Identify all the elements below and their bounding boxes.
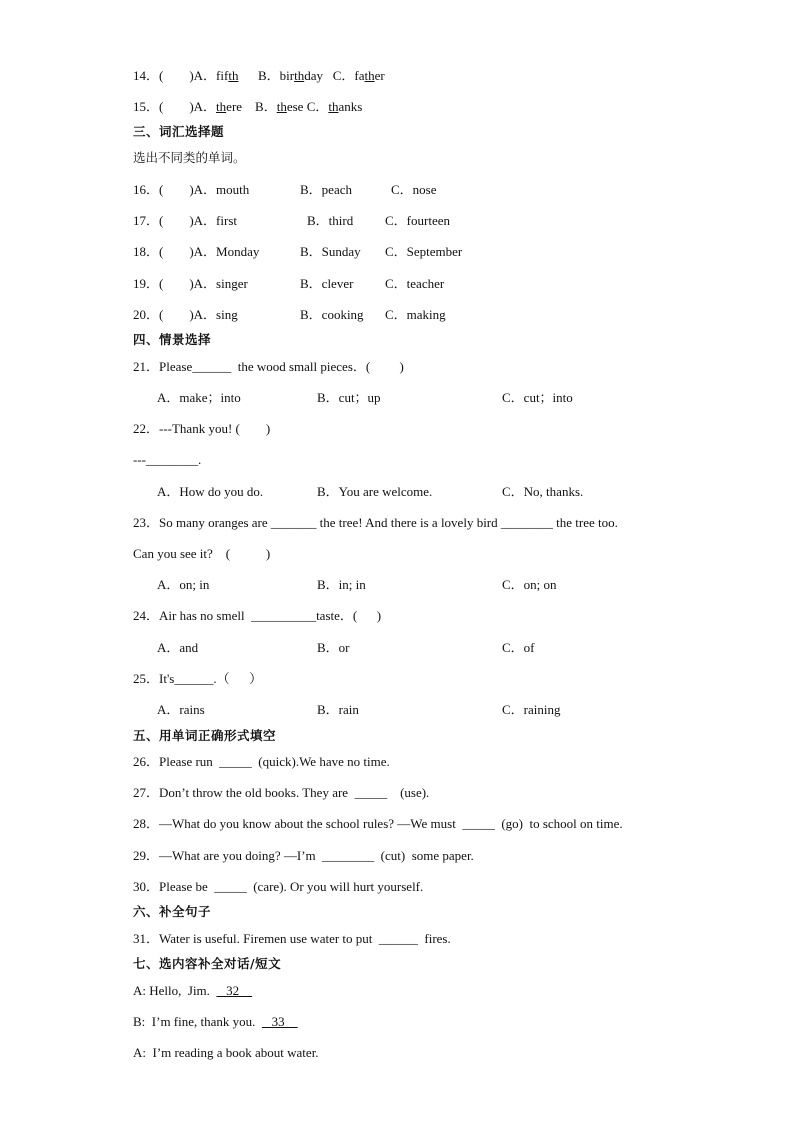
q14-b-prefix: B．bir (238, 68, 295, 83)
question-16: 16．( )A．mouth (133, 182, 250, 197)
q18-option-b: B．Sunday (300, 244, 361, 259)
question-14 (133, 68, 385, 84)
q17-option-c: C．fourteen (385, 213, 450, 228)
q19-option-c: C．teacher (385, 276, 445, 291)
q15-c-prefix: ese C． (286, 99, 329, 114)
question-25: 25．It's______.（ ） (133, 671, 263, 686)
question-31: 31．Water is useful. Firemen use water to put ______ fires. (133, 931, 451, 946)
q15-prefix: 15．( )A． (133, 99, 217, 114)
q17-option-b: B．third (307, 213, 354, 228)
section-4-title: 四、情景选择 (133, 332, 212, 347)
q14-a-underline: th (228, 68, 239, 83)
q23-option-c: C．on; on (502, 577, 557, 592)
dialogue-line-3: A: I’m reading a book about water. (133, 1045, 319, 1060)
question-17: 17．( )A．first (133, 213, 237, 228)
q22-option-a: A．How do you do. (157, 484, 264, 499)
q25-option-a: A．rains (157, 702, 205, 717)
q23-option-b: B．in; in (317, 577, 366, 592)
q15-b-underline: th (276, 99, 287, 114)
question-30: 30．Please be _____ (care). Or you will hurt yourself. (133, 879, 424, 894)
question-28: 28．—What do you know about the school rules? —We must _____ (go) to school on time. (133, 816, 623, 831)
section-3-instruction: 选出不同类的单词。 (133, 150, 246, 165)
section-6-title: 六、补全句子 (133, 904, 212, 919)
section-3-title: 三、词汇选择题 (133, 124, 225, 139)
q15-c-underline: th (328, 99, 339, 114)
q19-option-b: B．clever (300, 276, 354, 291)
q14-b-underline: th (294, 68, 305, 83)
question-19: 19．( )A．singer (133, 276, 248, 291)
q24-option-c: C．of (502, 640, 535, 655)
question-23: 23．So many oranges are _______ the tree! And there is a lovely bird ________ the tree too. (133, 515, 618, 530)
dialogue-line-1 (133, 983, 252, 999)
q22-option-b: B．You are welcome. (317, 484, 433, 499)
q15-a-underline: th (216, 99, 227, 114)
dialogue-line-2-text: B: I’m fine, thank you. (133, 1014, 262, 1029)
question-22: 22．---Thank you! ( ) (133, 421, 271, 436)
question-29: 29．—What are you doing? —I’m ________ (cut) some paper. (133, 848, 474, 863)
q25-option-b: B．rain (317, 702, 359, 717)
q24-option-b: B．or (317, 640, 350, 655)
q15-end: anks (338, 99, 363, 114)
question-15 (133, 99, 362, 115)
q14-end: er (374, 68, 385, 83)
q22-option-c: C．No, thanks. (502, 484, 584, 499)
section-7-title: 七、选内容补全对话/短文 (133, 956, 282, 971)
q14-c-underline: th (364, 68, 375, 83)
q18-option-c: C．September (385, 244, 463, 259)
q22-response-blank: ---________. (133, 452, 202, 467)
q20-option-c: C．making (385, 307, 446, 322)
q16-option-b: B．peach (300, 182, 352, 197)
q15-b-prefix: ere B． (226, 99, 277, 114)
dialogue-line-2 (133, 1014, 298, 1030)
q24-option-a: A．and (157, 640, 199, 655)
q21-option-c: C．cut；into (502, 390, 573, 405)
question-26: 26．Please run _____ (quick).We have no time. (133, 754, 390, 769)
section-5-title: 五、用单词正确形式填空 (133, 728, 277, 743)
blank-32: 32 (216, 983, 253, 998)
question-27: 27．Don’t throw the old books. They are _____ (use). (133, 785, 430, 800)
dialogue-line-1-text: A: Hello, Jim. (133, 983, 217, 998)
question-20: 20．( )A．sing (133, 307, 238, 322)
q20-option-b: B．cooking (300, 307, 364, 322)
blank-33: 33 (261, 1014, 298, 1029)
q16-option-c: C．nose (391, 182, 437, 197)
q23-option-a: A．on; in (157, 577, 210, 592)
q21-option-b: B．cut；up (317, 390, 381, 405)
q14-prefix: 14．( )A．fif (133, 68, 229, 83)
q14-c-prefix: day C．fa (304, 68, 365, 83)
question-23-continued: Can you see it? ( ) (133, 546, 271, 561)
question-21: 21．Please______ the wood small pieces．( ) (133, 359, 404, 374)
q21-option-a: A．make；into (157, 390, 241, 405)
q25-option-c: C．raining (502, 702, 561, 717)
question-24: 24．Air has no smell __________taste．( ) (133, 608, 382, 623)
question-18: 18．( )A．Monday (133, 244, 260, 259)
